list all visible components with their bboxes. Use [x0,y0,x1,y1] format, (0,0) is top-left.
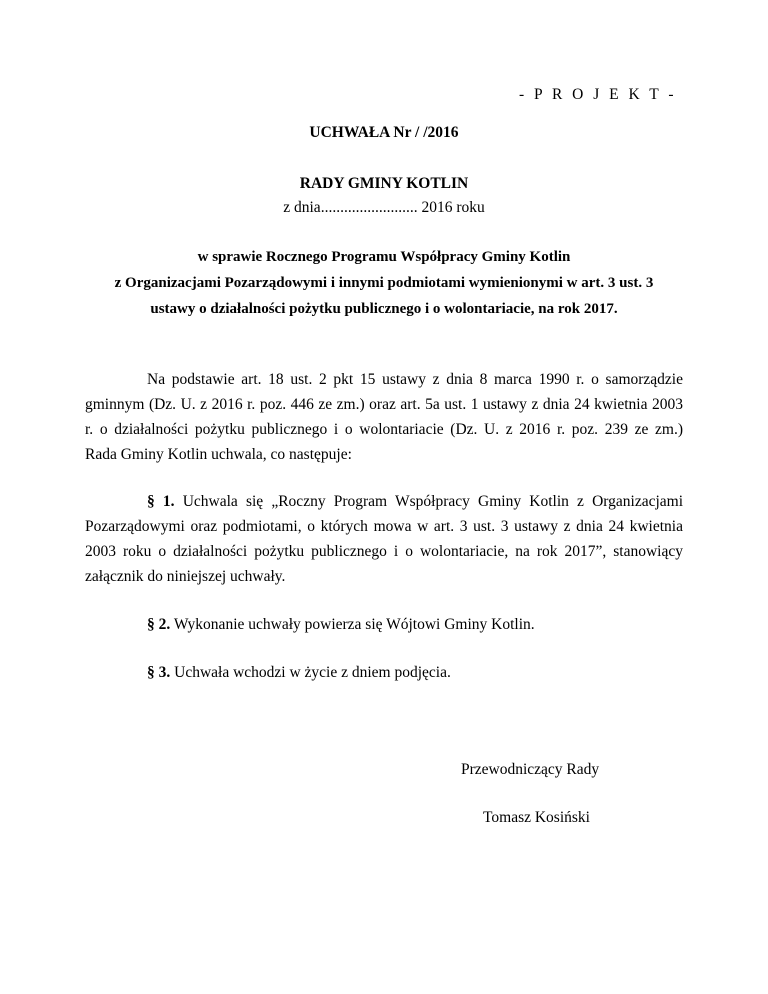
section-1-line-2: Pozarządowymi oraz podmiotami, o których mowa w art. 3 ust. 3 ustawy z dnia 24 kwietnia [85,518,683,535]
subject-line-3: ustawy o działalności pożytku publicznego i o wolontariacie, na rok 2017. [150,301,618,317]
section-1-number: § 1. [147,493,175,510]
section-2 [147,616,535,634]
section-1-text-1: Uchwala się „Roczny Program Współpracy Gminy Kotlin z Organizacjami [182,493,684,510]
section-1-line-4: załącznik do niniejszej uchwały. [85,568,286,585]
subject-line-1: w sprawie Rocznego Programu Współpracy Gminy Kotlin [197,249,571,265]
legal-basis-line-3: r. o działalności pożytku publicznego i o wolontariacie (Dz. U. z 2016 r. poz. 239 ze zm.) [85,421,683,438]
section-2-text: Wykonanie uchwały powierza się Wójtowi Gminy Kotlin. [173,616,535,633]
council-name: RADY GMINY KOTLIN [299,175,469,192]
section-1-line-3: 2003 roku o działalności pożytku publicznego i o wolontariacie, na rok 2017”, stanowiący [85,543,683,560]
resolution-date: z dnia......................... 2016 roku [283,199,485,216]
section-2-number: § 2. [147,616,171,633]
signature-name: Tomasz Kosiński [483,809,590,826]
section-3 [147,664,451,682]
legal-basis-line-2: gminnym (Dz. U. z 2016 r. poz. 446 ze zm.) oraz art. 5a ust. 1 ustawy z dnia 24 kwietnia 2003 [85,396,683,413]
section-1-line-1 [147,493,683,511]
section-3-number: § 3. [147,664,171,681]
legal-basis-line-4: Rada Gminy Kotlin uchwala, co następuje: [85,446,352,463]
subject-line-2: z Organizacjami Pozarządowymi i innymi podmiotami wymienionymi w art. 3 ust. 3 [114,275,654,291]
resolution-title: UCHWAŁA Nr / /2016 [309,124,459,141]
project-marker: - P R O J E K T - [519,86,677,103]
section-3-text: Uchwała wchodzi w życie z dniem podjęcia. [174,664,451,681]
signature-role: Przewodniczący Rady [461,761,600,778]
legal-basis-line-1: Na podstawie art. 18 ust. 2 pkt 15 ustawy z dnia 8 marca 1990 r. o samorządzie [147,371,683,388]
